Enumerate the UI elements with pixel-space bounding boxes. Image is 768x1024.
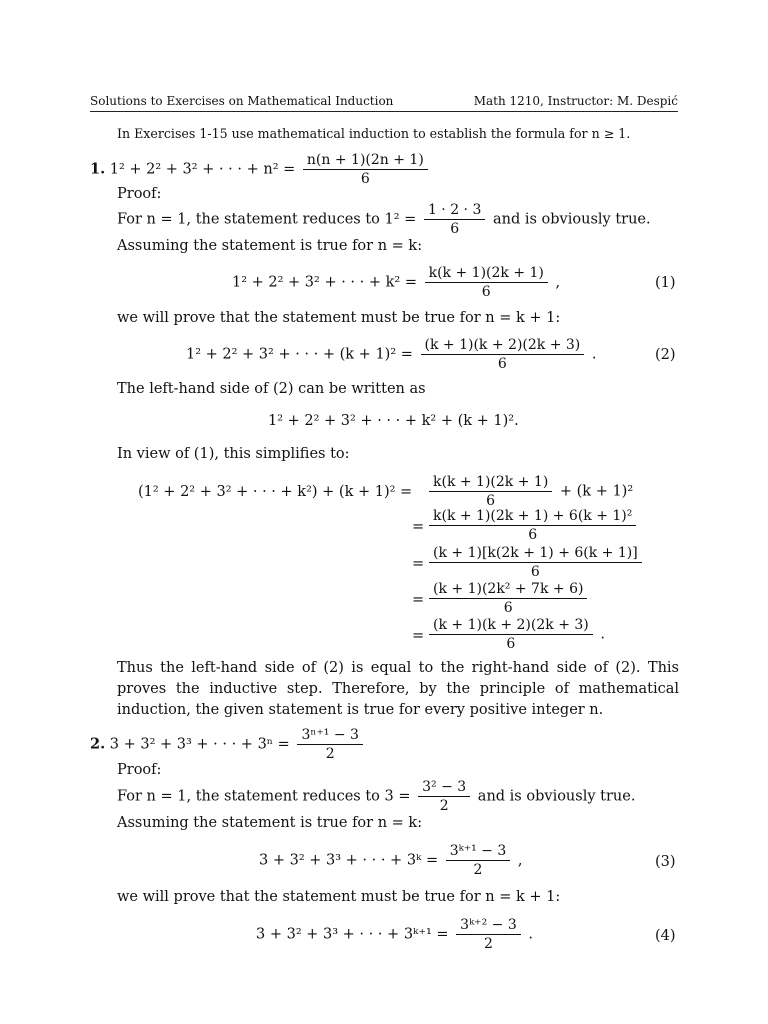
eq-sign: = xyxy=(412,628,425,644)
base-case: For n = 1, the statement reduces to 1² = $\frac{1 \cdot 2 \cdot 3}{6}$ and is obviously true. xyxy=(117,202,651,238)
chain-lhs: (1² + 2² + 3² + · · · + k²) + (k + 1)² = xyxy=(138,484,413,500)
header-course: Math 1210, Instructor: M. Despić xyxy=(473,94,678,108)
equation-2: 1² + 2² + 3² + · · · + (k + 1)² = $\frac{(k + 1)(k + 2)(2k + 3)}{6}$ . xyxy=(186,337,597,373)
equation-1-label: (1) xyxy=(655,275,676,291)
eq-sign: = xyxy=(412,592,425,608)
prove-text: we will prove that the statement must be true for n = k + 1: xyxy=(117,310,561,326)
lhs-expression: 1² + 2² + 3² + · · · + k² + (k + 1)². xyxy=(268,413,519,429)
chain-step-2: $\frac{\text{k(k + 1)(2k + 1) + 6(k + 1)²}}{6}$ xyxy=(426,508,639,543)
chain-step-4: $\frac{\text{(k + 1)(2k² + 7k + 6)}}{6}$ xyxy=(426,581,590,616)
exercise-number: 2. xyxy=(90,735,106,753)
assumption-text: Assuming the statement is true for n = k: xyxy=(117,815,423,831)
equation-3-label: (3) xyxy=(655,854,676,870)
eq-sign: = xyxy=(412,556,425,572)
equation-1: 1² + 2² + 3² + · · · + k² = $\frac{k(k + 1)(2k + 1)}{6}$ , xyxy=(232,265,561,301)
exercise-1-statement xyxy=(90,152,431,187)
view-text: In view of (1), this simplifies to: xyxy=(117,446,350,462)
equation-2-label: (2) xyxy=(655,347,676,363)
intro-text: In Exercises 1-15 use mathematical induction to establish the formula for n ≥ 1. xyxy=(117,126,631,141)
base-fraction: $\frac{1 \cdot 2 \cdot 3}{6}$ xyxy=(424,202,485,237)
equation-4-label: (4) xyxy=(655,928,676,944)
proof-label: Proof: xyxy=(117,762,162,778)
assumption-text: Assuming the statement is true for n = k: xyxy=(117,238,423,254)
conclusion-paragraph: Thus the left-hand side of (2) is equal to the right-hand side of (2). This proves the inductive step. Therefore, by the principle of mathematical induction, the given statement is true for every positive integer n. xyxy=(117,660,679,718)
page-header xyxy=(90,94,678,112)
formula-fraction: $\frac{n(n + 1)(2n + 1)}{6}$ xyxy=(303,152,428,187)
prove-text: we will prove that the statement must be true for n = k + 1: xyxy=(117,889,561,905)
chain-step-1: $\frac{k(k + 1)(2k + 1)}{6}$ + (k + 1)² xyxy=(426,474,633,509)
chain-step-3: $\frac{(k + 1)[k(2k + 1) + 6(k + 1)]}{6}$ xyxy=(426,545,645,580)
proof-label: Proof: xyxy=(117,186,162,202)
formula-lhs: 1² + 2² + 3² + · · · + n² = xyxy=(109,161,296,178)
lhs-text: The left-hand side of (2) can be written as xyxy=(117,381,426,397)
exercise-2-statement xyxy=(90,727,366,762)
base-case: For n = 1, the statement reduces to 3 = $\frac{\text{3² − 3}}{2}$ and is obviously true. xyxy=(117,779,636,815)
chain-step-5: $\frac{(k + 1)(k + 2)(2k + 3)}{6}$ . xyxy=(426,617,605,652)
base-fraction: $\frac{\text{3² − 3}}{2}$ xyxy=(418,779,470,814)
exercise-number: 1. xyxy=(90,160,106,178)
eq-sign: = xyxy=(412,519,425,535)
header-title: Solutions to Exercises on Mathematical Induction xyxy=(90,94,394,108)
formula-lhs: 3 + 3² + 3³ + · · · + 3ⁿ = xyxy=(109,736,290,753)
equation-3: 3 + 3² + 3³ + · · · + 3ᵏ = $\frac{\text{3ᵏ⁺¹ − 3}}{2}$ , xyxy=(259,843,523,879)
formula-fraction: $\frac{\text{3ⁿ⁺¹ − 3}}{2}$ xyxy=(297,727,363,762)
equation-4: 3 + 3² + 3³ + · · · + 3ᵏ⁺¹ = $\frac{\text{3ᵏ⁺² − 3}}{2}$ . xyxy=(256,917,533,953)
